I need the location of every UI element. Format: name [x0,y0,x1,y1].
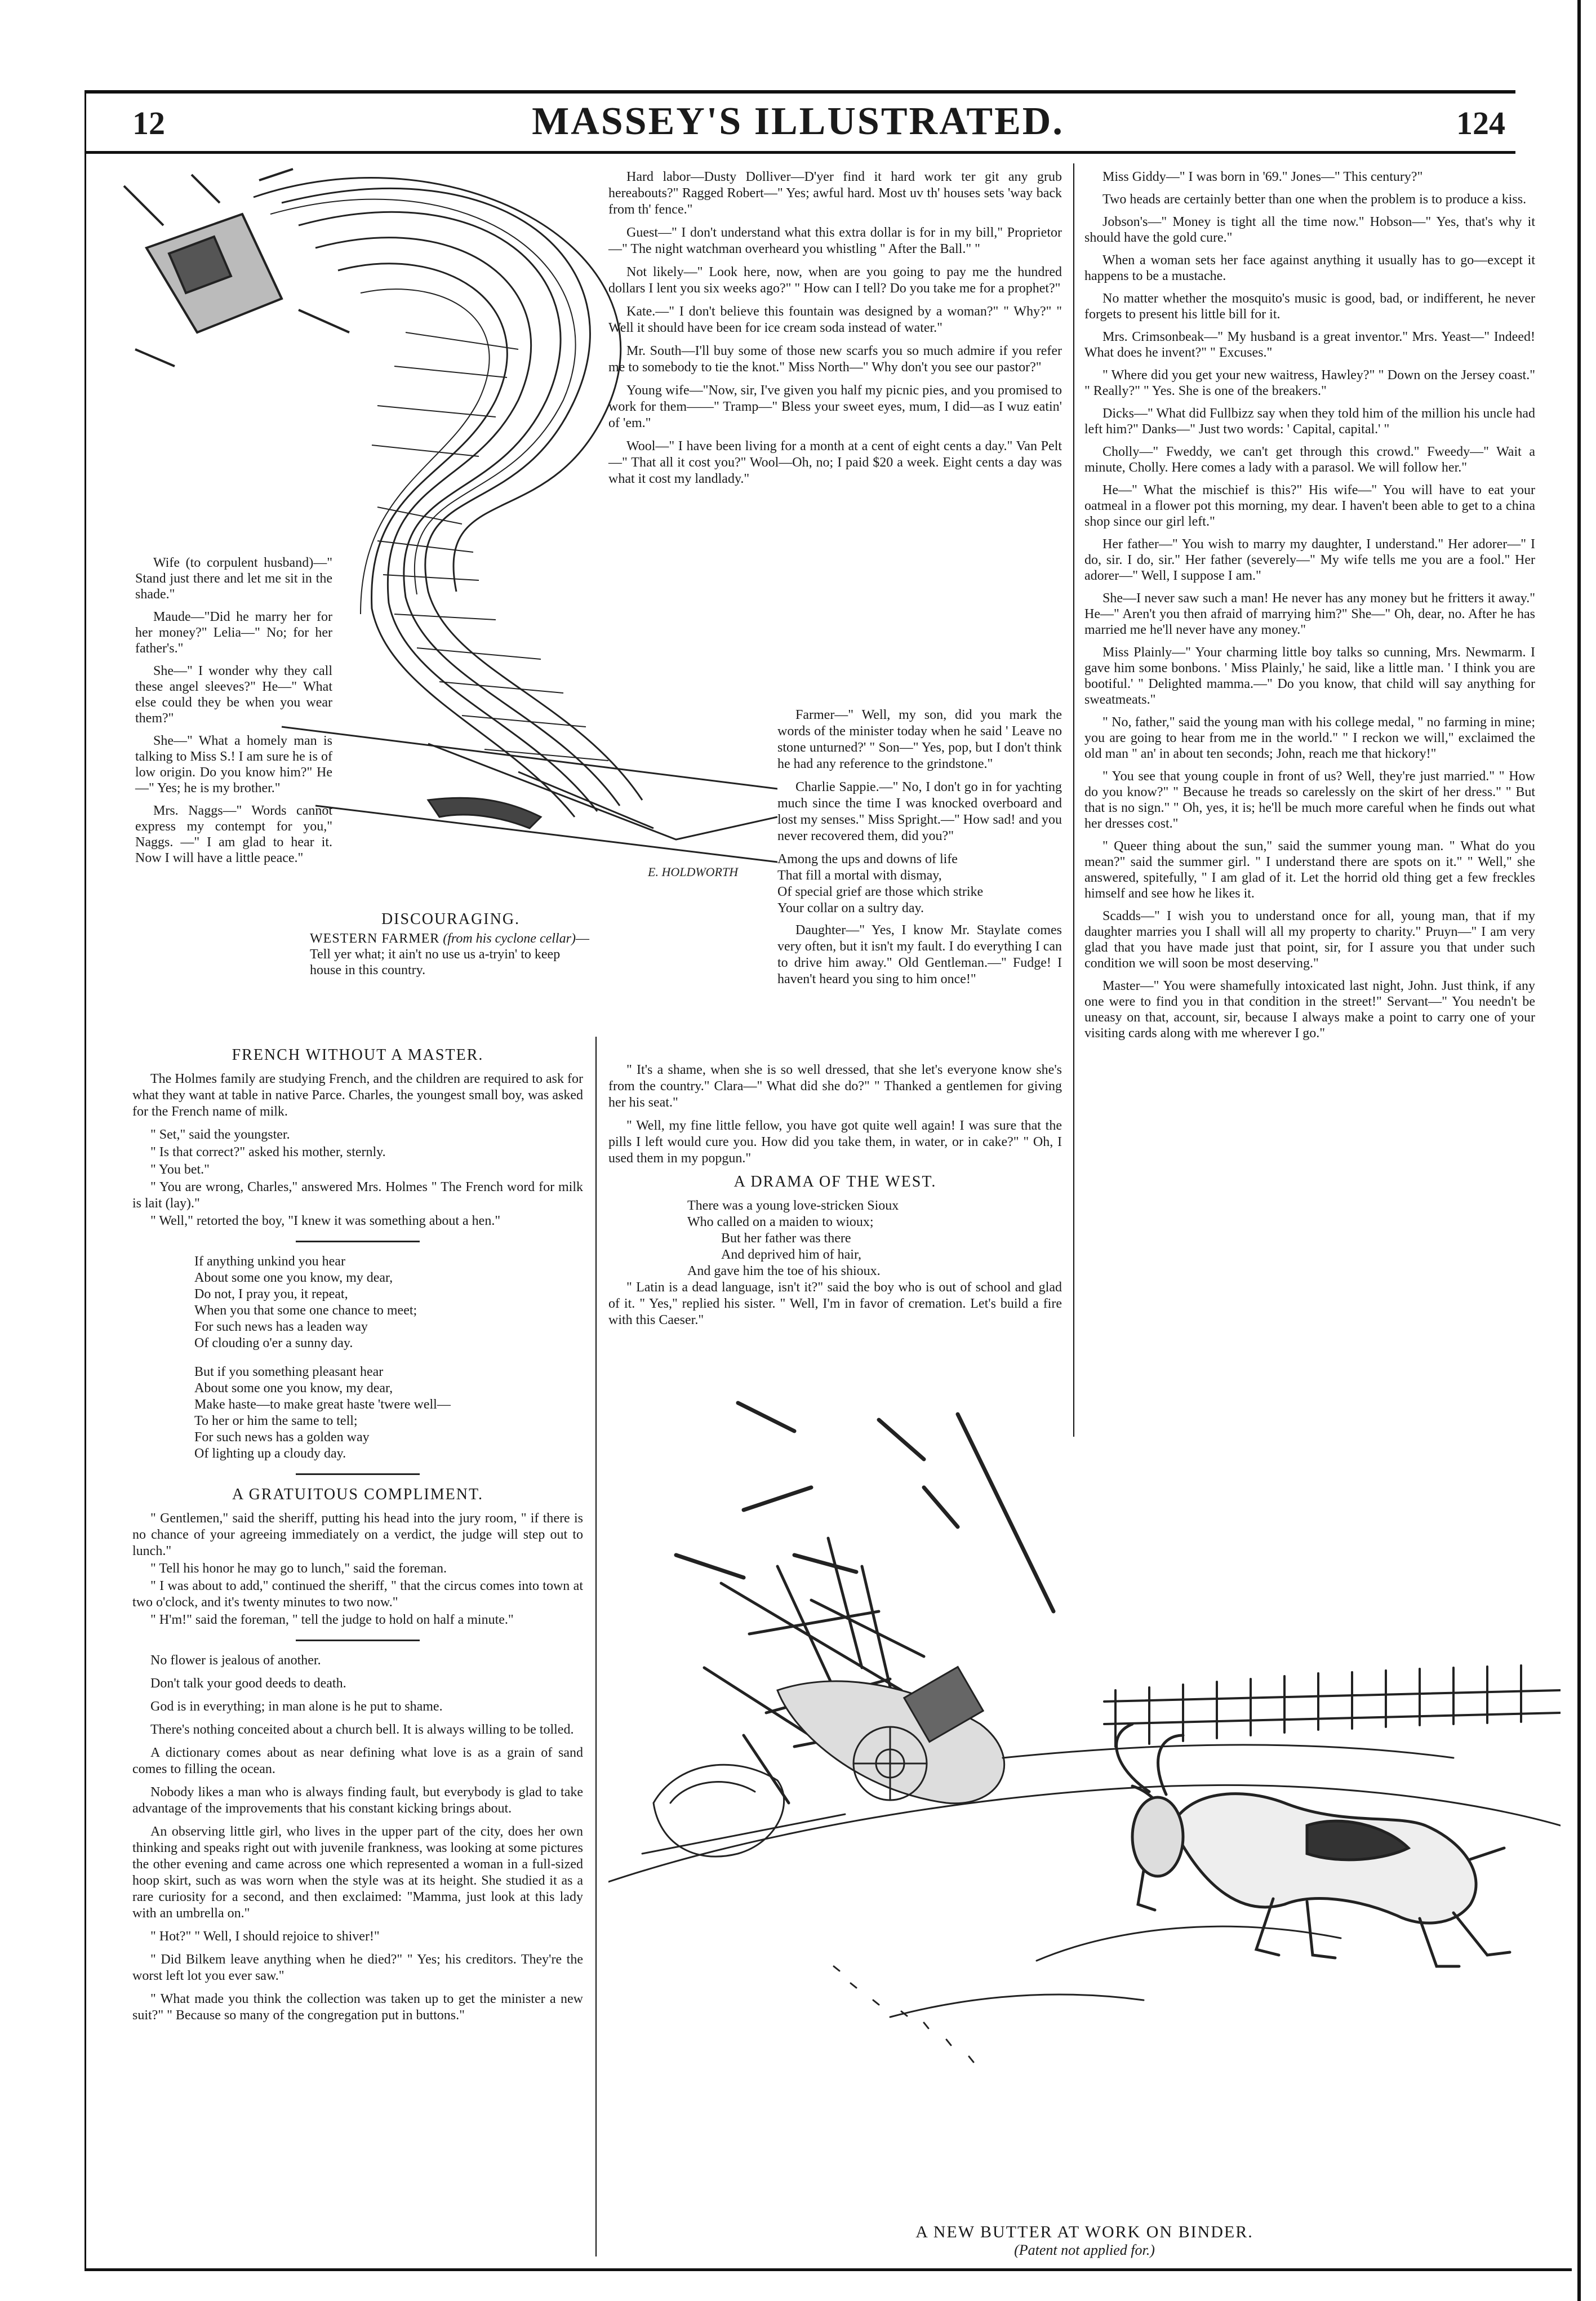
header-rule [85,151,1515,154]
joke-item: Master—" You were shamefully intoxicated last night, John. Just think, if any one were to find you in that condition in the street!" Servant—" You needn't be uneasy on that, account, sir, because I always make a point to carry one of your visiting cards along with me wherever I go." [1084,979,1535,1041]
compliment-para: " Tell his honor he may go to lunch," said the foreman. [150,1561,447,1576]
joke-kate: Kate.—" I don't believe this fountain was designed by a woman?" " Why?" " Well it should have been for ice cream soda instead of water." [608,304,1062,335]
joke-hard-labor: Hard labor—Dusty Dolliver—D'yer find it hard work ter git any grub hereabouts?" Ragged Robert—" Yes; awful hard. Most uv th' houses sets 'way back from th' fence." [608,170,1062,217]
limerick-line: And deprived him of hair, [721,1247,861,1262]
limerick-line: And gave him the toe of his shioux. [687,1264,881,1278]
joke-item: " Where did you get your new waitress, Hawley?" " Down on the Jersey coast." " Really?" " Yes. She is one of the breakers." [1084,368,1535,398]
misc-para: " What made you think the collection was taken up to get the minister a new suit?" " Because so many of the congregation put in buttons." [132,1992,583,2023]
joke-item: Mrs. Crimsonbeak—" My husband is a great inventor." Mrs. Yeast—" Indeed! What does he invent?" " Excuses." [1084,330,1535,360]
poem-stanza-1 [194,1254,583,1352]
misc-para: " Hot?" " Well, I should rejoice to shiver!" [150,1929,380,1944]
left-border-rule [85,90,86,2271]
cartoon-bottom-title: A NEW BUTTER AT WORK ON BINDER. [915,2223,1253,2241]
misc-para: An observing little girl, who lives in the upper part of the city, does her own thinking and speaks right out with juvenile frankness, was looking at some pictures the other evening and came across one which represented a woman in a full-sized hoop skirt, such as was worn when the style was at its height. She studied it as a rare curiosity for a second, and then exclaimed: "Mamma, just look at this lady with an umbrella on." [132,1824,583,1921]
limerick-line: Who called on a maiden to wioux; [687,1215,874,1229]
joke-item: Dicks—" What did Fullbizz say when they told him of the million his uncle had left him?" Danks—" Just two words: ' Capital, capital.' " [1084,406,1535,437]
poem-line: About some one you know, my dear, [194,1271,393,1285]
poem-line: Of lighting up a cloudy day. [194,1446,346,1461]
joke-item: He—" What the mischief is this?" His wife—" You will have to eat your oatmeal in a flower pot this morning, my dear. I haven't been able to get to a china shop since our girl left." [1084,483,1535,529]
masthead-title: MASSEY'S ILLUSTRATED. [532,100,1064,143]
joke-pills: " Well, my fine little fellow, you have got quite well again! I was sure that the pills I left would cure you. How did you take them, in water, or in cake?" " Oh, I used them in my popgun." [608,1118,1062,1166]
column2-top-text [608,169,1062,494]
french-line: " You are wrong, Charles," answered Mrs. Holmes " The French word for milk is lait (lay)." [132,1180,583,1211]
joke-item: Miss Plainly—" Your charming little boy talks so cunning, Mrs. Newmarm. I gave him some bonbons. ' Miss Plainly,' he said, like a little man. ' I think you are bootiful.' " Delighted mamma.—" Do you know, that child will say anything for sweatmeats." [1084,645,1535,707]
verse-line: Of special grief are those which strike [777,885,984,899]
column1-wrap-text [135,555,332,873]
joke-item: " You see that young couple in front of us? Well, they're just married." " How do you know?" " Because he treads so carelessly on the skirt of her dress." " But that is no sign." " Oh, yes, it is; he'll be much more careful when he finds out what her dresses cost." [1084,769,1535,831]
joke-country: " It's a shame, when she is so well dressed, that she let's everyone know she's from the country." Clara—" What did she do?" " Thanked a gentlemen for giving her his seat." [608,1063,1062,1110]
poem-stanza-2 [194,1364,583,1462]
poem-line: Do not, I pray you, it repeat, [194,1287,348,1301]
poem-line: Make haste—to make great haste 'twere well— [194,1397,451,1412]
joke-maude: Maude—"Did he marry her for her money?" Lelia—" No; for her father's." [135,610,332,656]
drama-heading: A DRAMA OF THE WEST. [733,1173,937,1191]
limerick-line: But her father was there [721,1231,851,1246]
bottom-rule [85,2268,1572,2271]
joke-item: Miss Giddy—" I was born in '69." Jones—" This century?" [1102,170,1423,184]
limerick-line: There was a young love-stricken Sioux [687,1198,899,1213]
joke-item: When a woman sets her face against anything it usually has to go—except it happens to be a mustache. [1084,253,1535,283]
cartoon-top-caption-text [310,931,592,978]
compliment-heading: A GRATUITOUS COMPLIMENT. [232,1486,483,1503]
cartoon-bottom-subtitle: (Patent not applied for.) [1014,2242,1155,2258]
joke-guest: Guest—" I don't understand what this extra dollar is for in my bill," Proprietor—" The night watchman overheard you whistling " After the Ball." " [608,225,1062,256]
joke-naggs: Mrs. Naggs—" Words cannot express my contempt for you," Naggs. —" I am glad to hear it. Now I will have a little peace." [135,803,332,865]
section-rule [296,1640,420,1641]
poem-line: When you that some one chance to meet; [194,1303,417,1318]
caption-aside: (from his cyclone cellar) [443,931,576,946]
joke-homely-man: She—" What a homely man is talking to Miss S.! I am sure he is of low origin. Do you know him?" He—" Yes; he is my brother." [135,734,332,796]
verse-line: That fill a mortal with dismay, [777,868,942,883]
joke-mr-south: Mr. South—I'll buy some of those new scarfs you so much admire if you refer me to somebody to tie the knot." Miss North—" Why don't you see our pastor?" [608,344,1062,375]
french-line: " You bet." [150,1162,210,1177]
misc-para: God is in everything; in man alone is he put to shame. [150,1699,443,1714]
joke-item: Her father—" You wish to marry my daughter, I understand." Her adorer—" I do, sir. I do, sir." Her father (severely—" My wife tells me you are a fool." Her adorer—" Well, I suppose I am." [1084,537,1535,583]
caption-body: —Tell yer what; it ain't no use us a-tryin' to keep house in this country. [310,931,589,978]
poem-line: To her or him the same to tell; [194,1414,358,1428]
poem-line: If anything unkind you hear [194,1254,345,1269]
caption-speaker: WESTERN FARMER [310,931,440,946]
goat-binder-cartoon-illustration [608,1397,1561,2130]
joke-angel-sleeves: She—" I wonder why they call these angel sleeves?" He—" What else could they be when you wear them?" [135,664,332,726]
verse-line: Among the ups and downs of life [777,852,958,867]
column2-wrap-text [777,707,1062,994]
french-line: " Set," said the youngster. [150,1127,290,1142]
joke-item: Two heads are certainly better than one when the problem is to produce a kiss. [1102,192,1527,207]
poem-line: About some one you know, my dear, [194,1381,393,1396]
drama-limerick [687,1198,1062,1280]
compliment-para: " I was about to add," continued the sheriff, " that the circus comes into town at two o'clock, and it's twenty minutes to two now." [132,1579,583,1610]
joke-item: She—I never saw such a man! He never has any money but he fritters it away." He—" Aren't you then afraid of marrying him?" She—" Oh, dear, no. After he has married me he'll never have any money." [1084,591,1535,637]
section-rule [296,1473,420,1475]
joke-item: Scadds—" I wish you to understand once for all, young man, that if my daughter marries you I shall will all my property to charity." Pruyn—" I am very glad that you have made just that point, sir, for I assure you that under such condition we will soon be most deserving." [1084,909,1535,971]
poem-line: For such news has a golden way [194,1430,370,1445]
joke-charlie-sappie: Charlie Sappie.—" No, I don't go in for yachting much since the time I was knocked overboard and lost my senses." Miss Spright.—" How sad! and you never recovered them, did you?" [777,780,1062,843]
french-line: " Well," retorted the boy, "I knew it was something about a hen." [150,1214,501,1228]
column3-text [1084,169,1535,1048]
joke-daughter: Daughter—" Yes, I know Mr. Staylate comes very often, but it isn't my fault. I do everything I can to drive him away." Old Gentleman.—" Fudge! I haven't heard you sing to him once!" [777,923,1062,987]
joke-item: Jobson's—" Money is tight all the time now." Hobson—" Yes, that's why it should have the gold cure." [1084,215,1535,245]
misc-para: Don't talk your good deeds to death. [150,1676,346,1691]
misc-para: There's nothing conceited about a church bell. It is always willing to be tolled. [150,1722,574,1737]
column-divider-1 [595,1037,597,2256]
french-heading: FRENCH WITHOUT A MASTER. [232,1046,484,1064]
section-rule [296,1241,420,1242]
column1-text [132,1037,583,2031]
verse-ups-downs [777,851,1062,917]
joke-young-wife: Young wife—"Now, sir, I've given you half my picnic pies, and you promised to work for them——" Tramp—" Bless your sweet eyes, mum, I did—as I wuz eatin' of 'em." [608,383,1062,430]
french-para: The Holmes family are studying French, and the children are required to ask for what they want at table in native Parce. Charles, the youngest small boy, was asked for the French name of milk. [132,1072,583,1119]
joke-item: Cholly—" Fweddy, we can't get through this crowd." Fweedy—" Wait a minute, Cholly. Here comes a lady with a parasol. We will follow her." [1084,445,1535,475]
poem-line: For such news has a leaden way [194,1320,368,1334]
joke-latin: " Latin is a dead language, isn't it?" said the boy who is out of school and glad of it. " Yes," replied his sister. " Well, I'm in favor of cremation. Let's build a fire with this Caeser." [608,1280,1062,1327]
joke-wife: Wife (to corpulent husband)—" Stand just there and let me sit in the shade." [135,556,332,602]
misc-para: A dictionary comes about as near defining what love is as a grain of sand comes to filling the ocean. [132,1745,583,1776]
page-top-rule [85,90,1515,94]
cartoon-signature: E. HOLDWORTH [648,865,739,879]
column2-bottom-text [608,1062,1062,1335]
column-divider-2 [1073,163,1074,1437]
joke-not-likely: Not likely—" Look here, now, when are you going to pay me the hundred dollars I lent you six weeks ago?" " How can I tell? Do you take me for a prophet?" [608,265,1062,296]
joke-item: " No, father," said the young man with his college medal, " no farming in mine; you are going to hear from me in the world." " I reckon we will," exclaimed the old man " an' in about ten seconds; John, reach me that hickory!" [1084,715,1535,761]
page-number-right: 124 [1456,105,1505,141]
joke-item: " Queer thing about the sun," said the summer young man. " What do you mean?" said the summer girl. " I understand there are spots on it." " Well," she answered, spitefully, " I am glad of it. Let the horrid old thing get a few freckles himself and see how he likes it. [1084,839,1535,901]
misc-para: Nobody likes a man who is always finding fault, but everybody is glad to take advantage of the improvements that his constant kicking brings about. [132,1785,583,1816]
compliment-para: " Gentlemen," said the sheriff, putting his head into the jury room, " if there is no chance of your agreeing immediately on a verdict, the judge will step out to lunch." [132,1511,583,1558]
page-number-left: 12 [132,105,165,141]
french-line: " Is that correct?" asked his mother, sternly. [150,1145,386,1160]
misc-para: " Did Bilkem leave anything when he died?" " Yes; his creditors. They're the worst left lot you ever saw." [132,1952,583,1983]
verse-line: Your collar on a sultry day. [777,901,924,916]
compliment-para: " H'm!" said the foreman, " tell the judge to hold on half a minute." [150,1613,514,1627]
poem-line: Of clouding o'er a sunny day. [194,1336,353,1351]
misc-para: No flower is jealous of another. [150,1653,321,1668]
joke-item: No matter whether the mosquito's music is good, bad, or indifferent, he never forgets to present his little bill for it. [1084,291,1535,322]
cartoon-bottom-caption [608,2223,1561,2259]
poem-line: But if you something pleasant hear [194,1365,384,1379]
cartoon-top-caption [310,912,592,978]
joke-wool: Wool—" I have been living for a month at a cent of eight cents a day." Van Pelt—" That all it cost you?" Wool—Oh, no; I paid $20 a week. Eight cents a day was what it cost my landlady." [608,439,1062,486]
joke-farmer: Farmer—" Well, my son, did you mark the words of the minister today when he said ' Leave no stone unturned?' " Son—" Yes, pop, but I don't think he had any reference to the grindstone." [777,708,1062,771]
cartoon-top-title: DISCOURAGING. [381,910,521,928]
right-border-rule [1577,0,1581,2301]
